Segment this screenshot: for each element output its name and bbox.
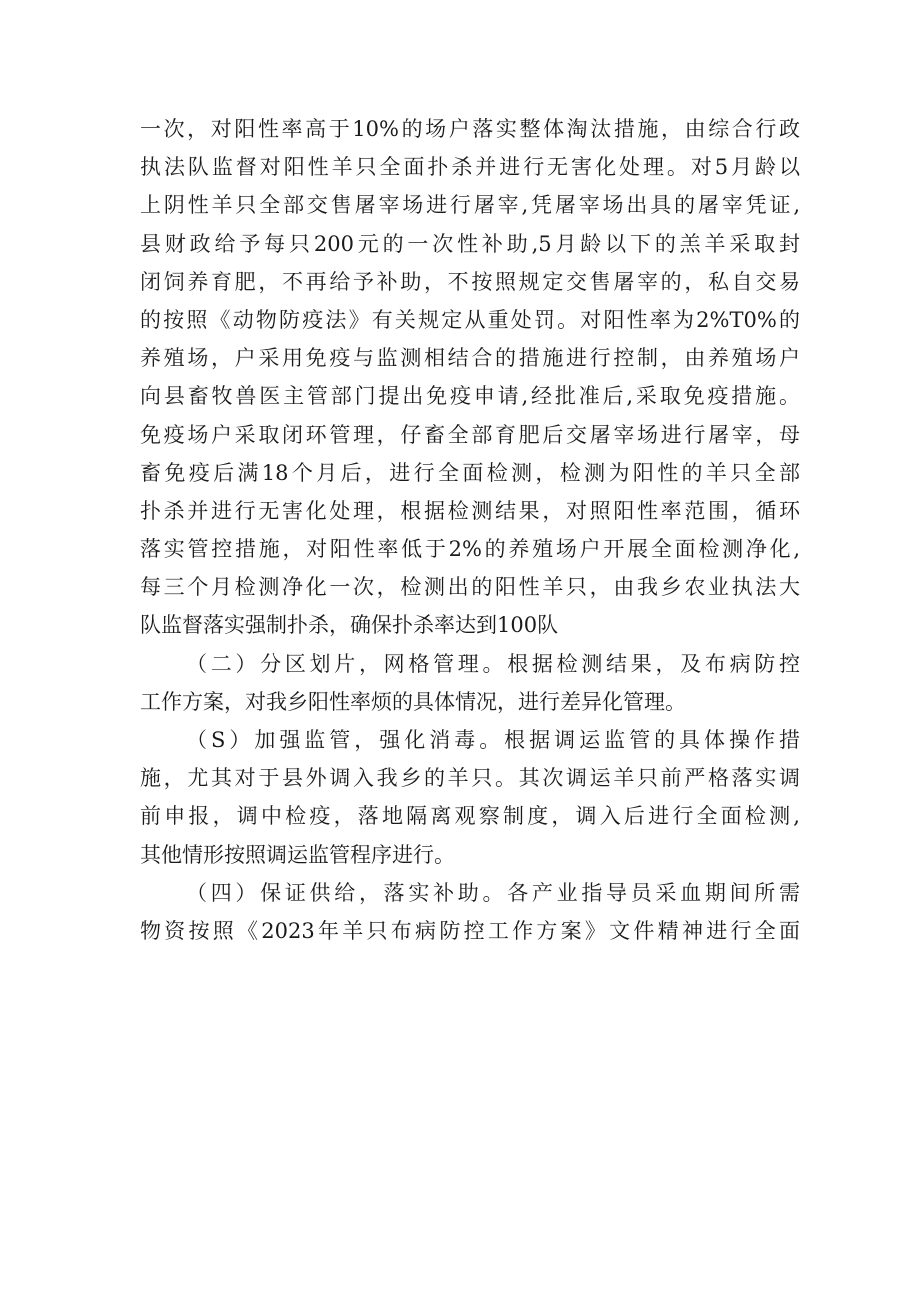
text-line: 执法队监督对阳性羊只全面扑杀并进行无害化处理。对5月龄以: [140, 155, 800, 180]
text-line: 养殖场，户采用免疫与监测相结合的措施进行控制，由养殖场户: [140, 346, 800, 371]
text-line: 施，尤其对于县外调入我乡的羊只。其次调运羊只前严格落实调: [140, 766, 800, 791]
text-line: 工作方案，对我乡阳性率烦的具体情况，进行差异化管理。: [140, 689, 686, 714]
text-line: 免疫场户采取闭环管理，仔畜全部育肥后交屠宰场进行屠宰，母: [140, 422, 800, 447]
text-line: 向县畜牧兽医主管部门提出免疫申请,经批准后,采取免疫措施。: [140, 384, 800, 409]
text-line: 物资按照《2023年羊只布病防控工作方案》文件精神进行全面: [140, 918, 800, 943]
text-line: （S）加强监管，强化消毒。根据调运监管的具体操作措: [186, 728, 800, 752]
text-line: 畜免疫后满18个月后，进行全面检测，检测为阳性的羊只全部: [140, 460, 800, 485]
text-line: 扑杀并进行无害化处理，根据检测结果，对照阳性率范围，循环: [140, 498, 800, 523]
paragraph-3: [140, 721, 800, 874]
text-line: 一次，对阳性率高于10%的场户落实整体淘汰措施，由综合行政: [140, 117, 800, 141]
text-line: 前申报，调中检疫，落地隔离观察制度，调入后进行全面检测,: [140, 804, 800, 829]
text-line: 落实管控措施，对阳性率低于2%的养殖场户开展全面检测净化,: [140, 537, 800, 562]
text-line: 其他情形按照调运监管程序进行。: [140, 842, 455, 867]
text-line: 每三个月检测净化一次，检测出的阳性羊只，由我乡农业执法大: [140, 575, 800, 600]
text-line: （四）保证供给，落实补助。各产业指导员采血期间所需: [186, 880, 800, 905]
paragraph-2: [140, 645, 800, 721]
paragraph-4: [140, 874, 800, 950]
text-line: 闭饲养育肥，不再给予补助，不按照规定交售屠宰的，私自交易: [140, 269, 800, 294]
text-line: 县财政给予每只200元的一次性补助,5月龄以下的羔羊采取封: [140, 231, 800, 256]
text-line: 队监督落实强制扑杀，确保扑杀率达到100队: [140, 613, 559, 638]
body-text: [140, 110, 800, 950]
text-line: （二）分区划片，网格管理。根据检测结果，及布病防控: [186, 651, 800, 676]
text-line: 上阴性羊只全部交售屠宰场进行屠宰,凭屠宰场出具的屠宰凭证,: [140, 193, 800, 218]
paragraph-1: [140, 110, 800, 645]
text-line: 的按照《动物防疫法》有关规定从重处罚。对阳性率为2%T0%的: [140, 307, 800, 332]
